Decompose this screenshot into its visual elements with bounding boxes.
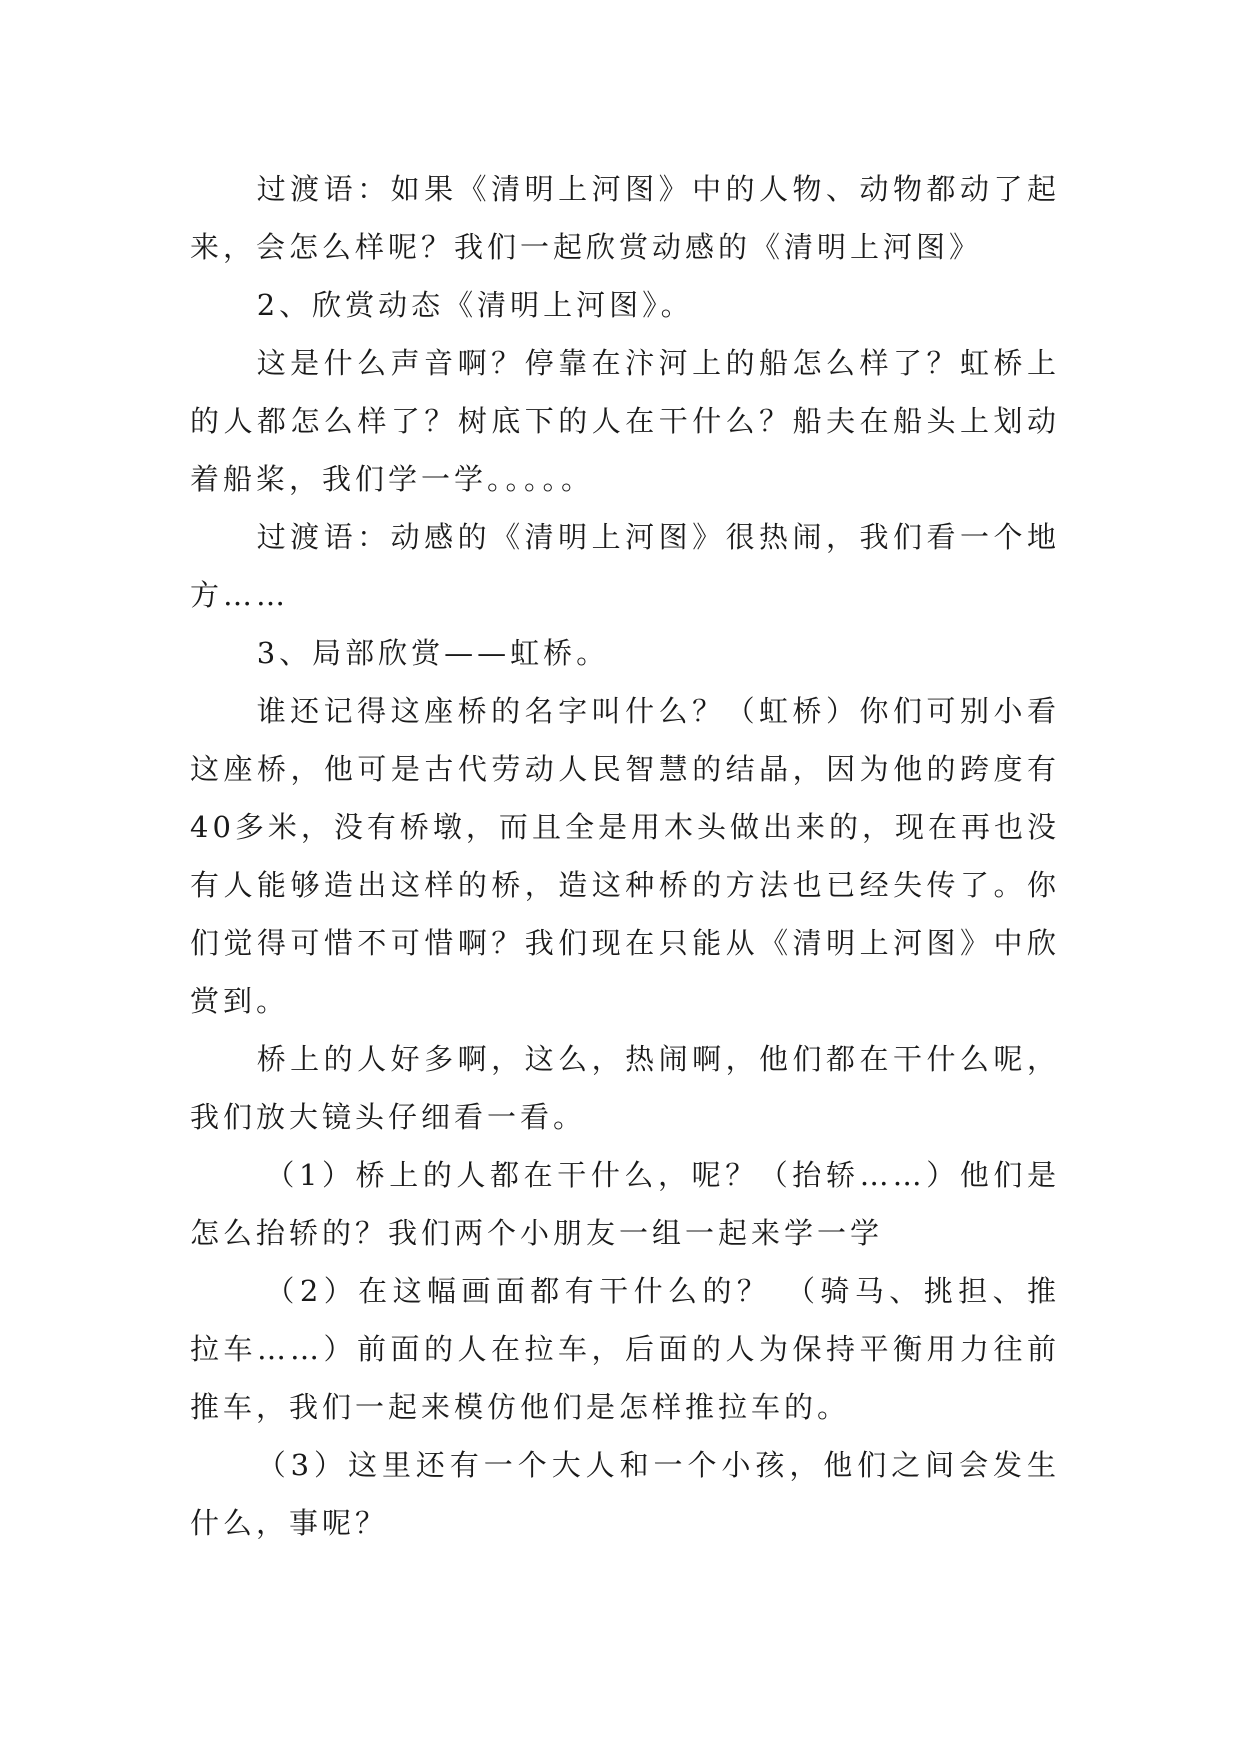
- paragraph-questions: 这是什么声音啊？停靠在汴河上的船怎么样了？虹桥上的人都怎么样了？树底下的人在干什么？船夫在船头上划动着船桨，我们学一学。。。。。: [190, 346, 1060, 496]
- paragraph-heading-2: 2、欣赏动态《清明上河图》。: [256, 288, 694, 322]
- document-body: [190, 160, 1060, 1552]
- paragraph-transition-2: 过渡语：动感的《清明上河图》很热闹，我们看一个地方……: [190, 520, 1060, 612]
- paragraph-rainbow-bridge: 谁还记得这座桥的名字叫什么？（虹桥）你们可别小看这座桥，他可是古代劳动人民智慧的结晶，因为他的跨度有40多米，没有桥墩，而且全是用木头做出来的，现在再也没有人能够造出这样的桥，造这种桥的方法也已经失传了。你们觉得可惜不可惜啊？我们现在只能从《清明上河图》中欣赏到。: [190, 694, 1060, 1018]
- paragraph-item-2: （2）在这幅画面都有干什么的？ （骑马、挑担、推拉车……）前面的人在拉车，后面的人为保持平衡用力往前推车，我们一起来模仿他们是怎样推拉车的。: [190, 1274, 1060, 1424]
- paragraph-item-1: （1）桥上的人都在干什么，呢？（抬轿……）他们是怎么抬轿的？我们两个小朋友一组一起来学一学: [190, 1158, 1060, 1250]
- paragraph-bridge-people: 桥上的人好多啊，这么，热闹啊，他们都在干什么呢，我们放大镜头仔细看一看。: [190, 1042, 1060, 1134]
- paragraph-item-3: （3）这里还有一个大人和一个小孩，他们之间会发生什么，事呢？: [190, 1448, 1060, 1540]
- paragraph-heading-3: 3、局部欣赏——虹桥。: [256, 636, 610, 670]
- paragraph-transition-1: 过渡语：如果《清明上河图》中的人物、动物都动了起来，会怎么样呢？我们一起欣赏动感的《清明上河图》: [190, 172, 1060, 264]
